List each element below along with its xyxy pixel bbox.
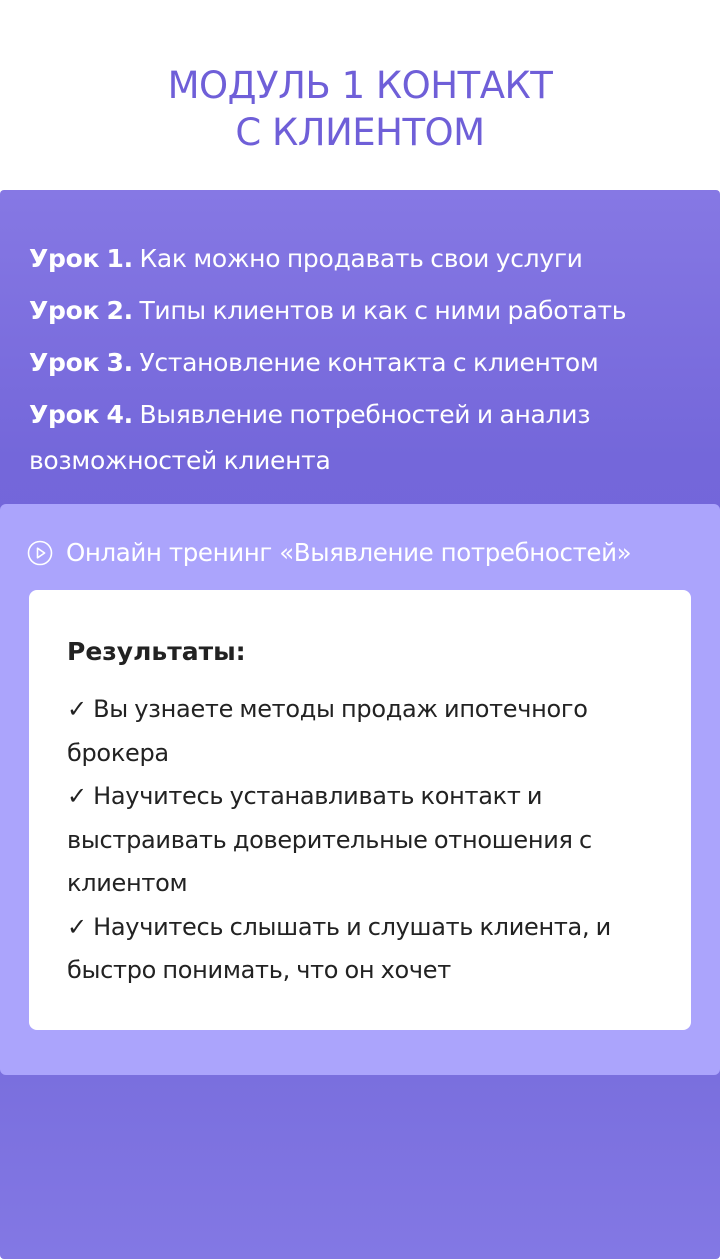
module-title-line-1: МОДУЛЬ 1 КОНТАКТ [167, 64, 553, 107]
result-item-3: ✓ Научитесь слышать и слушать клиента, и быстро понимать, что он хочет [67, 912, 611, 984]
results-content [67, 630, 667, 993]
lesson-label: Урок 2. [29, 296, 133, 325]
lesson-item-3 [29, 340, 699, 386]
training-title: Онлайн тренинг «Выявление потребностей» [66, 538, 632, 567]
lesson-text: Как можно продавать свои услуги [132, 244, 583, 273]
training-header[interactable] [27, 533, 631, 573]
play-circle-icon [27, 540, 53, 566]
lesson-item-1 [29, 236, 699, 282]
result-item-1: ✓ Вы узнаете методы продаж ипотечного брокера [67, 695, 588, 767]
results-heading: Результаты: [67, 637, 246, 666]
lesson-label: Урок 1. [29, 244, 133, 273]
result-item-2: ✓ Научитесь устанавливать контакт и выстраивать доверительные отношения с клиентом [67, 782, 592, 897]
lesson-text: Установление контакта с клиентом [132, 348, 599, 377]
module-title [0, 62, 720, 156]
module-title-line-2: С КЛИЕНТОМ [235, 111, 485, 154]
lesson-item-4 [29, 392, 699, 484]
lesson-item-2 [29, 288, 699, 334]
lesson-text: Типы клиентов и как с ними работать [132, 296, 627, 325]
lesson-label: Урок 4. [29, 400, 133, 429]
lesson-list [29, 236, 699, 484]
results-list [67, 688, 667, 993]
lesson-text: Выявление потребностей и анализ возможностей клиента [29, 400, 591, 475]
lesson-label: Урок 3. [29, 348, 133, 377]
